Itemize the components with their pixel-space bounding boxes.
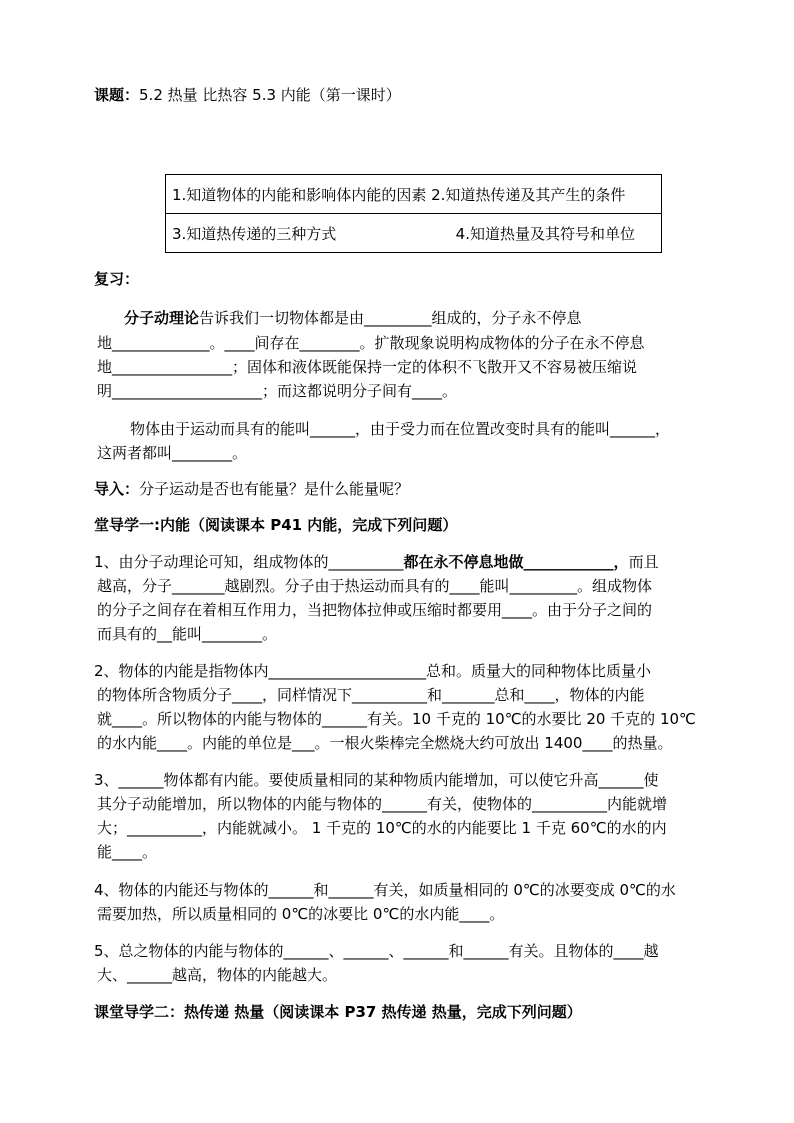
lesson-title-label: 课题： — [94, 86, 140, 104]
lesson-title-text: 5.2 热量 比热容 5.3 内能（第一课时） — [139, 86, 401, 104]
objective-cell-3-4 — [166, 214, 662, 253]
q2-line4: 的水内能____。内能的单位是___。一根火柴棒完全燃烧大约可放出 1400____的热量。 — [97, 734, 673, 752]
q3-line2: 其分子动能增加，所以物体的内能与物体的______有关，使物体的__________内能就增 — [97, 795, 668, 813]
intro-text: 分子运动是否也有能量？是什么能量呢？ — [139, 480, 410, 498]
q1-line1: 1、由分子动理论可知，组成物体的__________都在永不停息地做____________，而且 — [94, 553, 659, 571]
review-heading: 复习： — [94, 270, 140, 288]
lesson-title — [94, 84, 401, 106]
section2-heading: 课堂导学二：热传递 热量（阅读课本 P37 热传递 热量，完成下列问题） — [94, 1003, 582, 1021]
q3-line4: 能____。 — [97, 843, 158, 861]
objective-cell-1-2: 1.知道物体的内能和影响体内能的因素 2.知道热传递及其产生的条件 — [166, 175, 662, 214]
review-p2-line2: 这两者都叫________。 — [97, 444, 248, 462]
q1-line4: 而具有的__能叫________。 — [97, 625, 278, 643]
intro-label: 导入： — [94, 480, 140, 498]
review-p1-line2: 地_____________。____间存在________。扩散现象说明构成物体的分子在永不停息 — [97, 334, 645, 352]
objectives-row — [166, 175, 662, 214]
q2-line3: 就____。所以物体的内能与物体的______有关。10 千克的 10℃的水要比 20 千克的 10℃ — [97, 710, 696, 728]
review-p1-line1: 分子动理论告诉我们一切物体都是由_________组成的，分子永不停息 — [124, 309, 582, 327]
objective-4: 4.知道热量及其符号和单位 — [455, 224, 635, 243]
molecular-theory-term: 分子动理论 — [124, 309, 200, 327]
q5-line2: 大、______越高，物体的内能越大。 — [97, 966, 338, 984]
q5-line1: 5、总之物体的内能与物体的______、______、______和______有关。且物体的____越 — [94, 942, 659, 960]
review-p2-line1: 物体由于运动而具有的能叫______，由于受力而在位置改变时具有的能叫______， — [130, 420, 671, 438]
objectives-row — [166, 214, 662, 253]
section1-heading: 堂导学一:内能（阅读课本 P41 内能，完成下列问题） — [94, 516, 458, 534]
q2-line2: 的物体所含物质分子____，同样情况下__________和_______总和____，物体的内能 — [97, 686, 645, 704]
intro-line — [94, 478, 409, 500]
q1-line3: 的分子之间存在着相互作用力，当把物体拉伸或压缩时都要用____。由于分子之间的 — [97, 601, 653, 619]
objective-3: 3.知道热传递的三种方式 — [172, 224, 337, 243]
q2-line1: 2、物体的内能是指物体内_____________________总和。质量大的同种物体比质量小 — [94, 662, 652, 680]
q3-line3: 大；__________，内能就减小。 1 千克的 10℃的水的内能要比 1 千克 60℃的水的内 — [97, 819, 667, 837]
q1-line2: 越高，分子_______越剧烈。分子由于热运动而具有的____能叫_________。组成物体 — [97, 577, 653, 595]
review-p1-line3: 地________________；固体和液体既能保持一定的体积不飞散开又不容易被压缩说 — [97, 358, 638, 376]
review-p1-line4: 明____________________；而这都说明分子间有____。 — [97, 382, 458, 400]
q4-line1: 4、物体的内能还与物体的______和______有关，如质量相同的 0℃的冰要变成 0℃的水 — [94, 881, 676, 899]
q3-line1: 3、______物体都有内能。要使质量相同的某种物质内能增加，可以使它升高______使 — [94, 771, 659, 789]
q4-line2: 需要加热，所以质量相同的 0℃的冰要比 0℃的水内能____。 — [97, 905, 505, 923]
objectives-table — [165, 174, 662, 253]
